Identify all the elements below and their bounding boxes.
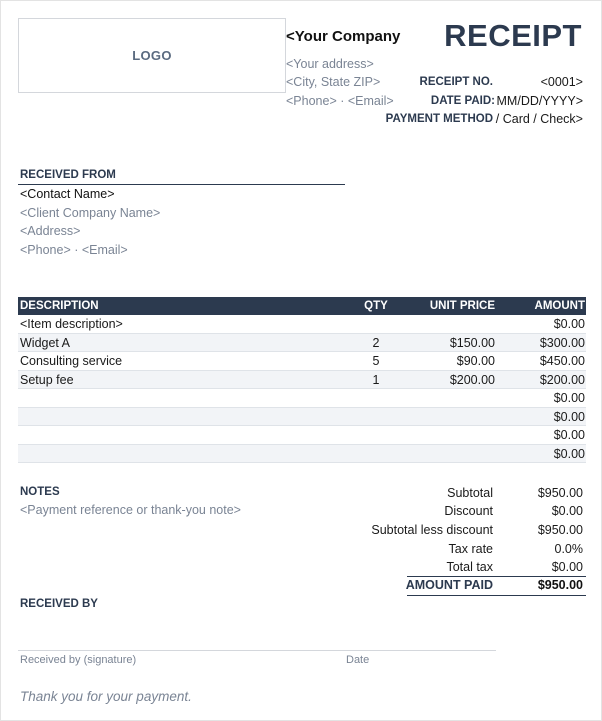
- signature-date-label: Date: [346, 654, 370, 666]
- signature-line[interactable]: [18, 650, 496, 651]
- table-row: [18, 389, 586, 408]
- items-header-row: [18, 297, 586, 315]
- received-by-heading: RECEIVED BY: [20, 598, 98, 610]
- tax-rate-value[interactable]: 0.0%: [554, 542, 583, 556]
- table-row: [18, 371, 586, 390]
- subtotal-less-discount-value: $950.00: [537, 523, 583, 537]
- col-description: DESCRIPTION: [20, 300, 99, 312]
- amount-paid-top-rule: [407, 576, 586, 577]
- date-paid-value[interactable]: MM/DD/YYYY>: [496, 94, 583, 108]
- signature-label: Received by (signature): [20, 654, 137, 666]
- subtotal-less-discount-label: Subtotal less discount: [371, 523, 493, 537]
- received-from-heading: RECEIVED FROM: [20, 169, 116, 181]
- receipt-title: RECEIPT: [444, 18, 582, 53]
- receipt-no-value[interactable]: <0001>: [540, 75, 583, 89]
- tax-rate-label: Tax rate: [448, 542, 493, 556]
- company-city-state-zip[interactable]: <City, State ZIP>: [286, 75, 381, 89]
- notes-heading: NOTES: [20, 486, 60, 498]
- contact-name[interactable]: <Contact Name>: [20, 187, 115, 201]
- date-paid-label: DATE PAID:: [430, 95, 495, 107]
- table-row: [18, 445, 586, 464]
- amount-paid-label: AMOUNT PAID: [405, 578, 493, 592]
- table-row: [18, 408, 586, 427]
- item-amount: $200.00: [539, 372, 585, 387]
- payment-method-label: PAYMENT METHOD: [385, 113, 493, 125]
- items-table: [18, 297, 586, 463]
- total-tax-value: $0.00: [551, 560, 583, 574]
- item-amount: $0.00: [553, 317, 585, 331]
- company-address[interactable]: <Your address>: [286, 57, 374, 71]
- thank-you-note: Thank you for your payment.: [20, 689, 192, 704]
- discount-value[interactable]: $0.00: [551, 504, 583, 518]
- col-amount: AMOUNT: [534, 300, 585, 312]
- item-amount: $0.00: [553, 409, 585, 424]
- logo-placeholder[interactable]: [18, 18, 286, 93]
- subtotal-value: $950.00: [537, 486, 583, 500]
- table-row: [18, 315, 586, 334]
- notes-text[interactable]: <Payment reference or thank-you note>: [20, 503, 241, 517]
- table-row: [18, 334, 586, 353]
- item-amount: $0.00: [553, 446, 585, 461]
- item-description[interactable]: Consulting service: [20, 354, 123, 368]
- item-unit-price[interactable]: $200.00: [449, 372, 495, 387]
- discount-label: Discount: [444, 504, 493, 518]
- item-description[interactable]: Widget A: [20, 335, 71, 350]
- item-amount: $0.00: [553, 391, 585, 405]
- item-amount: $300.00: [539, 335, 585, 350]
- receipt-no-label: RECEIPT NO.: [419, 76, 493, 88]
- item-qty[interactable]: 1: [372, 372, 380, 387]
- item-description[interactable]: <Item description>: [20, 317, 123, 331]
- received-from-rule: [18, 184, 345, 185]
- table-row: [18, 426, 586, 445]
- total-tax-label: Total tax: [446, 560, 493, 574]
- logo-text: LOGO: [132, 48, 172, 63]
- client-company-name[interactable]: <Client Company Name>: [20, 206, 161, 220]
- item-qty[interactable]: 2: [372, 335, 380, 350]
- col-qty: QTY: [364, 300, 388, 312]
- table-row: [18, 352, 586, 371]
- client-address[interactable]: <Address>: [20, 224, 81, 238]
- payment-method-value[interactable]: / Card / Check>: [495, 112, 583, 126]
- client-phone-email[interactable]: <Phone> · <Email>: [20, 243, 128, 257]
- amount-paid-value: $950.00: [537, 578, 583, 592]
- item-unit-price[interactable]: $150.00: [449, 335, 495, 350]
- item-amount: $0.00: [553, 428, 585, 442]
- col-unit-price: UNIT PRICE: [429, 300, 495, 312]
- company-phone-email[interactable]: <Phone> · <Email>: [286, 94, 394, 108]
- item-description[interactable]: Setup fee: [20, 372, 74, 387]
- item-amount: $450.00: [539, 354, 585, 368]
- item-unit-price[interactable]: $90.00: [456, 354, 495, 368]
- subtotal-label: Subtotal: [447, 486, 493, 500]
- amount-paid-bottom-rule: [407, 595, 586, 596]
- company-name[interactable]: <Your Company: [286, 28, 401, 45]
- item-qty[interactable]: 5: [372, 354, 380, 368]
